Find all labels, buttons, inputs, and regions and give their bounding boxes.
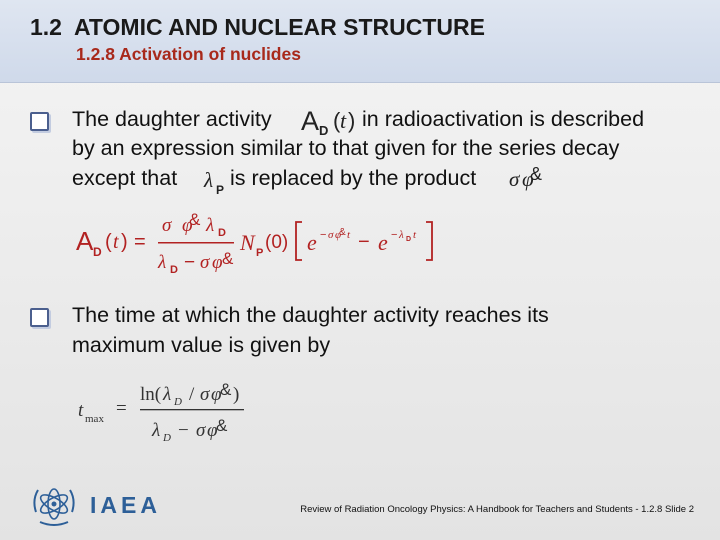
eq1-A: A <box>76 226 94 256</box>
eq2-slash: / <box>189 384 195 405</box>
inline-activity-AD <box>300 103 360 137</box>
section-number: 1.2 <box>30 14 62 40</box>
eq1-fraction-bar <box>158 242 234 244</box>
eq2-den-phi: φ <box>207 420 218 441</box>
slide-subtitle: 1.2.8 Activation of nuclides <box>76 44 301 64</box>
inline-sigma-phi <box>508 164 550 194</box>
bullet-1-line-3b: is replaced by the product <box>230 166 477 190</box>
eq1-num-lambda: λ <box>206 215 215 236</box>
equation-2-svg <box>78 378 258 448</box>
eq2-tmax-sub: max <box>85 413 104 425</box>
eq1-paren-open: ( <box>105 231 112 253</box>
bullet-1-line-3a: except that <box>72 166 178 190</box>
eq1-den-sigma: σ <box>200 252 210 273</box>
equation-t-max <box>78 378 258 448</box>
bullet-1-line-1b <box>362 105 644 135</box>
bullet-2-marker <box>30 308 49 327</box>
eq1-N-sub: P <box>256 247 264 259</box>
AD-paren-open: ( <box>333 108 341 133</box>
eq2-den-D: D <box>163 432 171 444</box>
eq2-den-minus: − <box>178 420 189 441</box>
eq1-exp2-D: D <box>406 236 412 243</box>
eq1-bracket-right <box>426 222 432 260</box>
eq1-den-phidot: & <box>222 249 234 268</box>
eq1-exp1-sigma: σ <box>328 229 334 241</box>
math-lambda-P <box>202 165 230 197</box>
eq1-equals: = <box>134 231 146 253</box>
eq1-num-phi: φ <box>182 215 193 236</box>
eq2-num-phi: φ <box>211 384 222 405</box>
bullet-2-line-2: maximum value is given by <box>72 333 331 357</box>
P-subscript: P <box>216 183 225 197</box>
slide-title <box>30 14 485 41</box>
eq2-num-D: D <box>174 396 182 408</box>
bullet-1-line-2: by an expression similar to that given for the series decay <box>72 136 620 160</box>
math-sigma-phidot <box>508 164 550 194</box>
eq1-exp1-t: t <box>347 229 351 241</box>
eq1-exp1-phi: φ <box>335 229 342 241</box>
slide-header <box>0 0 720 83</box>
AD-paren-close: ) <box>348 108 356 133</box>
eq1-den-D: D <box>170 264 178 276</box>
eq1-t: t <box>113 231 119 253</box>
title-text: ATOMIC AND NUCLEAR STRUCTURE <box>73 14 485 40</box>
eq2-den-phidot: & <box>216 416 228 435</box>
AD-symbol: A <box>301 106 320 136</box>
eq1-e1: e <box>307 230 317 255</box>
bullet-1-text-b: in radioactivation is described <box>362 107 645 131</box>
phi-symbol: φ <box>522 167 534 191</box>
eq1-exp2-lambda: λ <box>399 229 404 241</box>
bullet-1-text-a: The daughter activity <box>72 107 272 131</box>
AD-t: t <box>340 108 347 133</box>
math-AD-t <box>300 103 360 137</box>
eq1-exp1-phidot: & <box>339 227 346 238</box>
eq2-fraction-bar <box>140 409 244 410</box>
eq1-num-D: D <box>218 227 226 239</box>
eq2-num-sigma: σ <box>200 384 210 405</box>
sigma-symbol: σ <box>509 167 520 191</box>
eq1-e2: e <box>378 230 388 255</box>
eq1-exp2-minus: − <box>391 229 398 241</box>
eq2-equals: = <box>116 398 127 419</box>
eq1-num-phidot: & <box>189 210 201 229</box>
inline-lambda-P <box>202 165 230 197</box>
eq2-num-lambda: λ <box>163 384 172 405</box>
eq1-exp1-minus: − <box>320 229 327 241</box>
eq2-den-sigma: σ <box>196 420 206 441</box>
iaea-logo-icon <box>28 482 80 530</box>
eq1-paren-close: ) <box>121 231 128 253</box>
eq1-den-lambda: λ <box>158 252 167 273</box>
bullet-1-marker <box>30 112 49 131</box>
phi-dot-mark: & <box>530 164 543 184</box>
bullet-1-line-1 <box>72 105 272 135</box>
eq1-mid-minus: − <box>358 231 370 253</box>
eq2-ln: ln( <box>140 384 162 405</box>
eq1-exp2-t: t <box>413 229 417 241</box>
lambda-symbol: λ <box>204 168 214 192</box>
footer-citation: Review of Radiation Oncology Physics: A Handbook for Teachers and Students - 1.2.8 Slide 2 <box>300 504 694 515</box>
eq1-A-sub: D <box>93 245 102 259</box>
bullet-2-line-1: The time at which the daughter activity reaches its <box>72 303 549 327</box>
equation-daughter-activity <box>76 210 446 278</box>
eq1-zero: (0) <box>265 232 289 253</box>
eq1-den-phi: φ <box>212 252 223 273</box>
eq1-bracket-left <box>296 222 302 260</box>
eq1-N: N <box>240 230 255 255</box>
eq1-num-sigma: σ <box>162 215 172 236</box>
eq1-den-minus: − <box>184 252 196 273</box>
eq2-num-phidot: & <box>220 380 232 399</box>
AD-subscript: D <box>319 123 329 138</box>
eq2-t: t <box>78 400 84 421</box>
equation-1-svg <box>76 210 446 278</box>
eq2-den-lambda: λ <box>152 420 161 441</box>
iaea-logo-text: IAEA <box>90 492 161 518</box>
eq2-num-close: ) <box>233 384 240 405</box>
